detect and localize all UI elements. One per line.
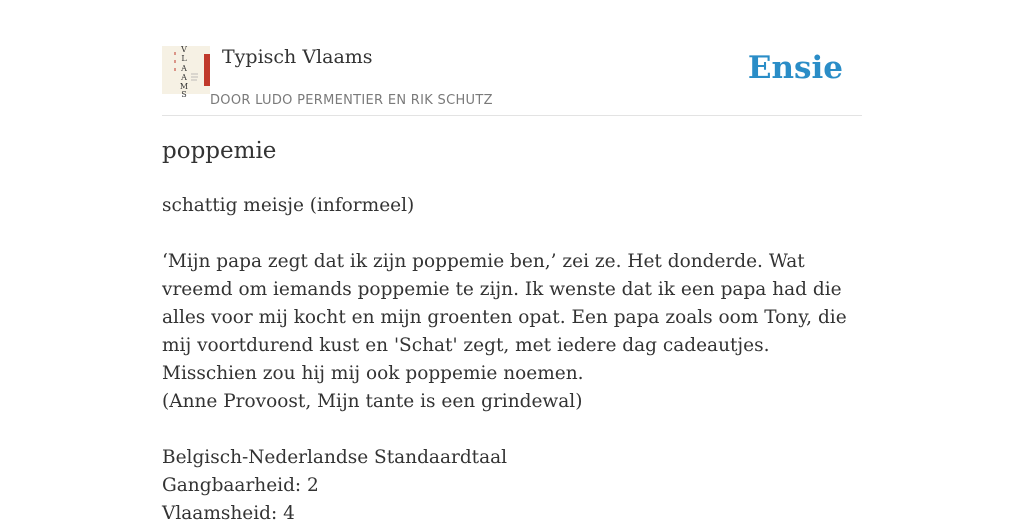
blog-avatar[interactable] xyxy=(162,45,210,99)
entry-language-variant: Belgisch-Nederlandse Standaardtaal xyxy=(162,447,508,468)
entry-gangbaarheid: Gangbaarheid: 2 xyxy=(162,475,319,496)
entry-quote: ‘Mijn papa zegt dat ik zijn poppemie ben,’ zei ze. Het donderde. Wat vreemd om iemands poppemie te zijn. Ik wenste dat ik een papa had die alles voor mij kocht en mijn groenten opat. Een papa zoals oom Tony, die mij voortdurend kust en 'Schat' zegt, met iedere dag cadeautjes. Misschien zou hij mij ook poppemie noemen. xyxy=(162,251,847,384)
svg-text:M: M xyxy=(179,82,189,91)
page xyxy=(162,0,862,524)
header xyxy=(162,0,862,116)
entry-vlaamsheid: Vlaamsheid: 4 xyxy=(162,503,295,524)
entry-term: poppemie xyxy=(162,138,277,164)
ensie-logo-link[interactable]: Ensie xyxy=(747,50,843,86)
svg-text:S: S xyxy=(181,90,187,99)
author-byline: DOOR LUDO PERMENTIER EN RIK SCHUTZ xyxy=(210,93,493,108)
paragraph-gap xyxy=(162,416,862,444)
vlaams-logo-icon xyxy=(162,45,210,99)
entry-content xyxy=(162,192,862,528)
paragraph-gap xyxy=(162,220,862,248)
svg-text:V: V xyxy=(181,45,187,54)
blog-title-link[interactable]: Typisch Vlaams xyxy=(222,46,373,68)
svg-text:L: L xyxy=(181,54,187,63)
svg-text:A: A xyxy=(181,73,187,82)
svg-text:A: A xyxy=(181,64,187,73)
entry-definition: schattig meisje (informeel) xyxy=(162,195,415,216)
entry-quote-source: (Anne Provoost, Mijn tante is een grindewal) xyxy=(162,391,583,412)
